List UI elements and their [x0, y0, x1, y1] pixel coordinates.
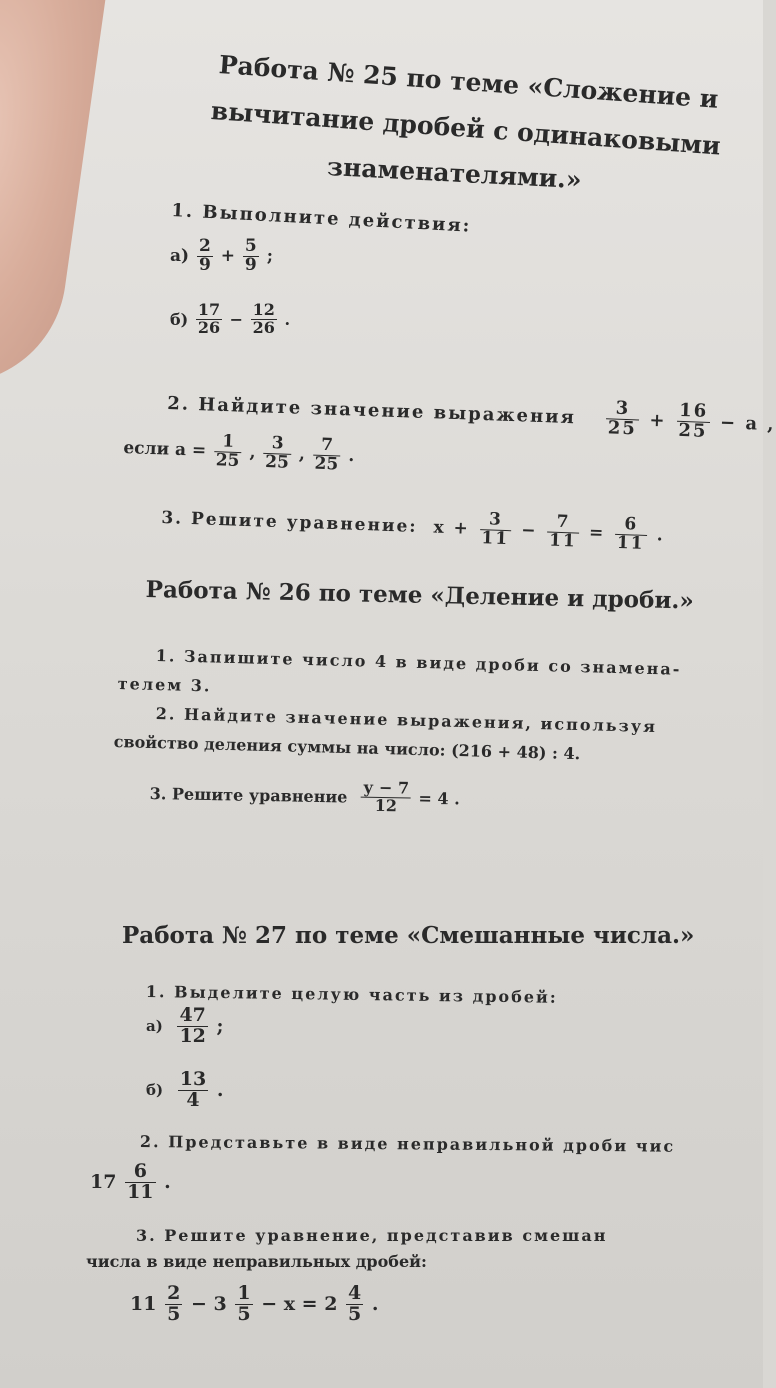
- q2-expr-frac1: $\frac{3}{25}$: [605, 399, 639, 439]
- q2-value3: $\frac{7}{25}$: [312, 437, 341, 475]
- w27-q1b-frac: $\frac{13}{4}$: [179, 1068, 207, 1111]
- q1a-frac1: $\frac{2}{9}$: [198, 236, 211, 275]
- work25-title-line2: вычитание дробей с одинаковыми: [209, 96, 722, 161]
- q1a-label: а): [170, 246, 190, 267]
- w26-q3-tail: = 4 .: [418, 788, 460, 809]
- work27-q3-equation: [130, 1284, 379, 1325]
- w27-q3-op1: − 3: [190, 1293, 227, 1316]
- q3-op: −: [520, 520, 538, 542]
- w26-q3-text: 3. Решите уравнение: [149, 783, 348, 807]
- work25-q1-text: 1. Выполните действия:: [170, 200, 472, 237]
- q3-eq: =: [588, 523, 606, 544]
- q2-end: .: [348, 446, 355, 467]
- w27-q1a-label: а): [146, 1017, 163, 1036]
- work27-q1a: [146, 1006, 224, 1047]
- work27-q2-text: 2. Представьте в виде неправильной дроби чис: [139, 1132, 676, 1156]
- q2-op1: +: [649, 409, 667, 432]
- work27-q1-text: 1. Выделите целую часть из дробей:: [145, 982, 558, 1007]
- work26-q1-line1: 1. Запишите число 4 в виде дроби со знамена-: [155, 646, 682, 679]
- q3-text: 3. Решите уравнение:: [161, 508, 418, 538]
- work26-title: Работа № 26 по теме «Деление и дроби.»: [145, 576, 695, 615]
- q1a-frac2: $\frac{5}{9}$: [244, 236, 257, 275]
- w27-q1b-end: .: [216, 1079, 224, 1102]
- work25-q2-values: [123, 430, 355, 475]
- w27-q3-op2: − х = 2: [261, 1293, 338, 1316]
- work27-q3-line2: числа в виде неправильных дробей:: [86, 1252, 427, 1271]
- w27-q1a-end: ;: [216, 1015, 224, 1038]
- q1a-end: ;: [266, 246, 273, 267]
- q2-expr-frac2: $\frac{16}{25}$: [678, 399, 709, 442]
- q1b-frac1: $\frac{17}{26}$: [197, 300, 221, 337]
- w27-q3-m3-frac: $\frac{4}{5}$: [348, 1282, 362, 1325]
- work27-title: Работа № 27 по теме «Смешанные числа.»: [122, 922, 695, 949]
- work26-q3: [149, 776, 460, 816]
- work27-q3-line1: 3. Решите уравнение, представив смешан: [136, 1226, 608, 1245]
- q3-frac1: $\frac{3}{11}$: [479, 511, 512, 549]
- w27-q3-m2-frac: $\frac{1}{5}$: [237, 1282, 251, 1325]
- work25-title-line3: знаменателями.»: [326, 152, 583, 195]
- q2-tail: − а ,: [719, 412, 776, 436]
- q2-sep2: ,: [298, 444, 306, 465]
- work27-q1b: [146, 1070, 223, 1111]
- work26-q2-line2: свойство деления суммы на число: (216 + 48) : 4.: [113, 732, 581, 764]
- w27-q2-frac: $\frac{6}{11}$: [127, 1160, 154, 1203]
- q2-if-text: если а =: [123, 438, 207, 462]
- w27-q1b-label: б): [146, 1081, 164, 1100]
- w26-q3-frac: $\frac{у - 7}{12}$: [361, 780, 412, 815]
- q2-value2: $\frac{3}{25}$: [263, 435, 292, 473]
- w27-q3-end: .: [371, 1293, 379, 1316]
- q1b-end: .: [284, 309, 291, 329]
- w27-q3-m1-whole: 11: [130, 1293, 157, 1316]
- q1b-frac2: $\frac{12}{26}$: [252, 300, 275, 337]
- q2-value1: $\frac{1}{25}$: [213, 433, 242, 471]
- work27-q2-mixed: [90, 1162, 171, 1203]
- work25-q1b: [170, 302, 290, 337]
- q1b-op: −: [229, 309, 244, 329]
- work25-title-line1: Работа № 25 по теме «Сложение и: [217, 50, 720, 114]
- q3-end: .: [656, 525, 666, 546]
- finger-shadow: [0, 0, 109, 398]
- w27-q2-whole: 17: [90, 1171, 117, 1194]
- q3-lead: х +: [433, 517, 471, 540]
- work25-q1a: [170, 238, 273, 275]
- w27-q1a-frac: $\frac{47}{12}$: [179, 1004, 206, 1047]
- w27-q2-end: .: [164, 1171, 171, 1194]
- work25-q3: [161, 500, 666, 554]
- q1b-label: б): [170, 309, 189, 329]
- work26-q1-line2: телем 3.: [117, 674, 212, 696]
- w27-q3-m1-frac: $\frac{2}{5}$: [167, 1282, 181, 1325]
- q2-sep1: ,: [249, 442, 256, 463]
- q1a-op: +: [220, 246, 235, 267]
- q3-frac2: $\frac{7}{11}$: [547, 513, 580, 551]
- q2-text: 2. Найдите значение выражения: [166, 392, 577, 429]
- work26-q2-line1: 2. Найдите значение выражения, используя: [155, 704, 658, 737]
- q3-frac3: $\frac{6}{11}$: [615, 516, 648, 554]
